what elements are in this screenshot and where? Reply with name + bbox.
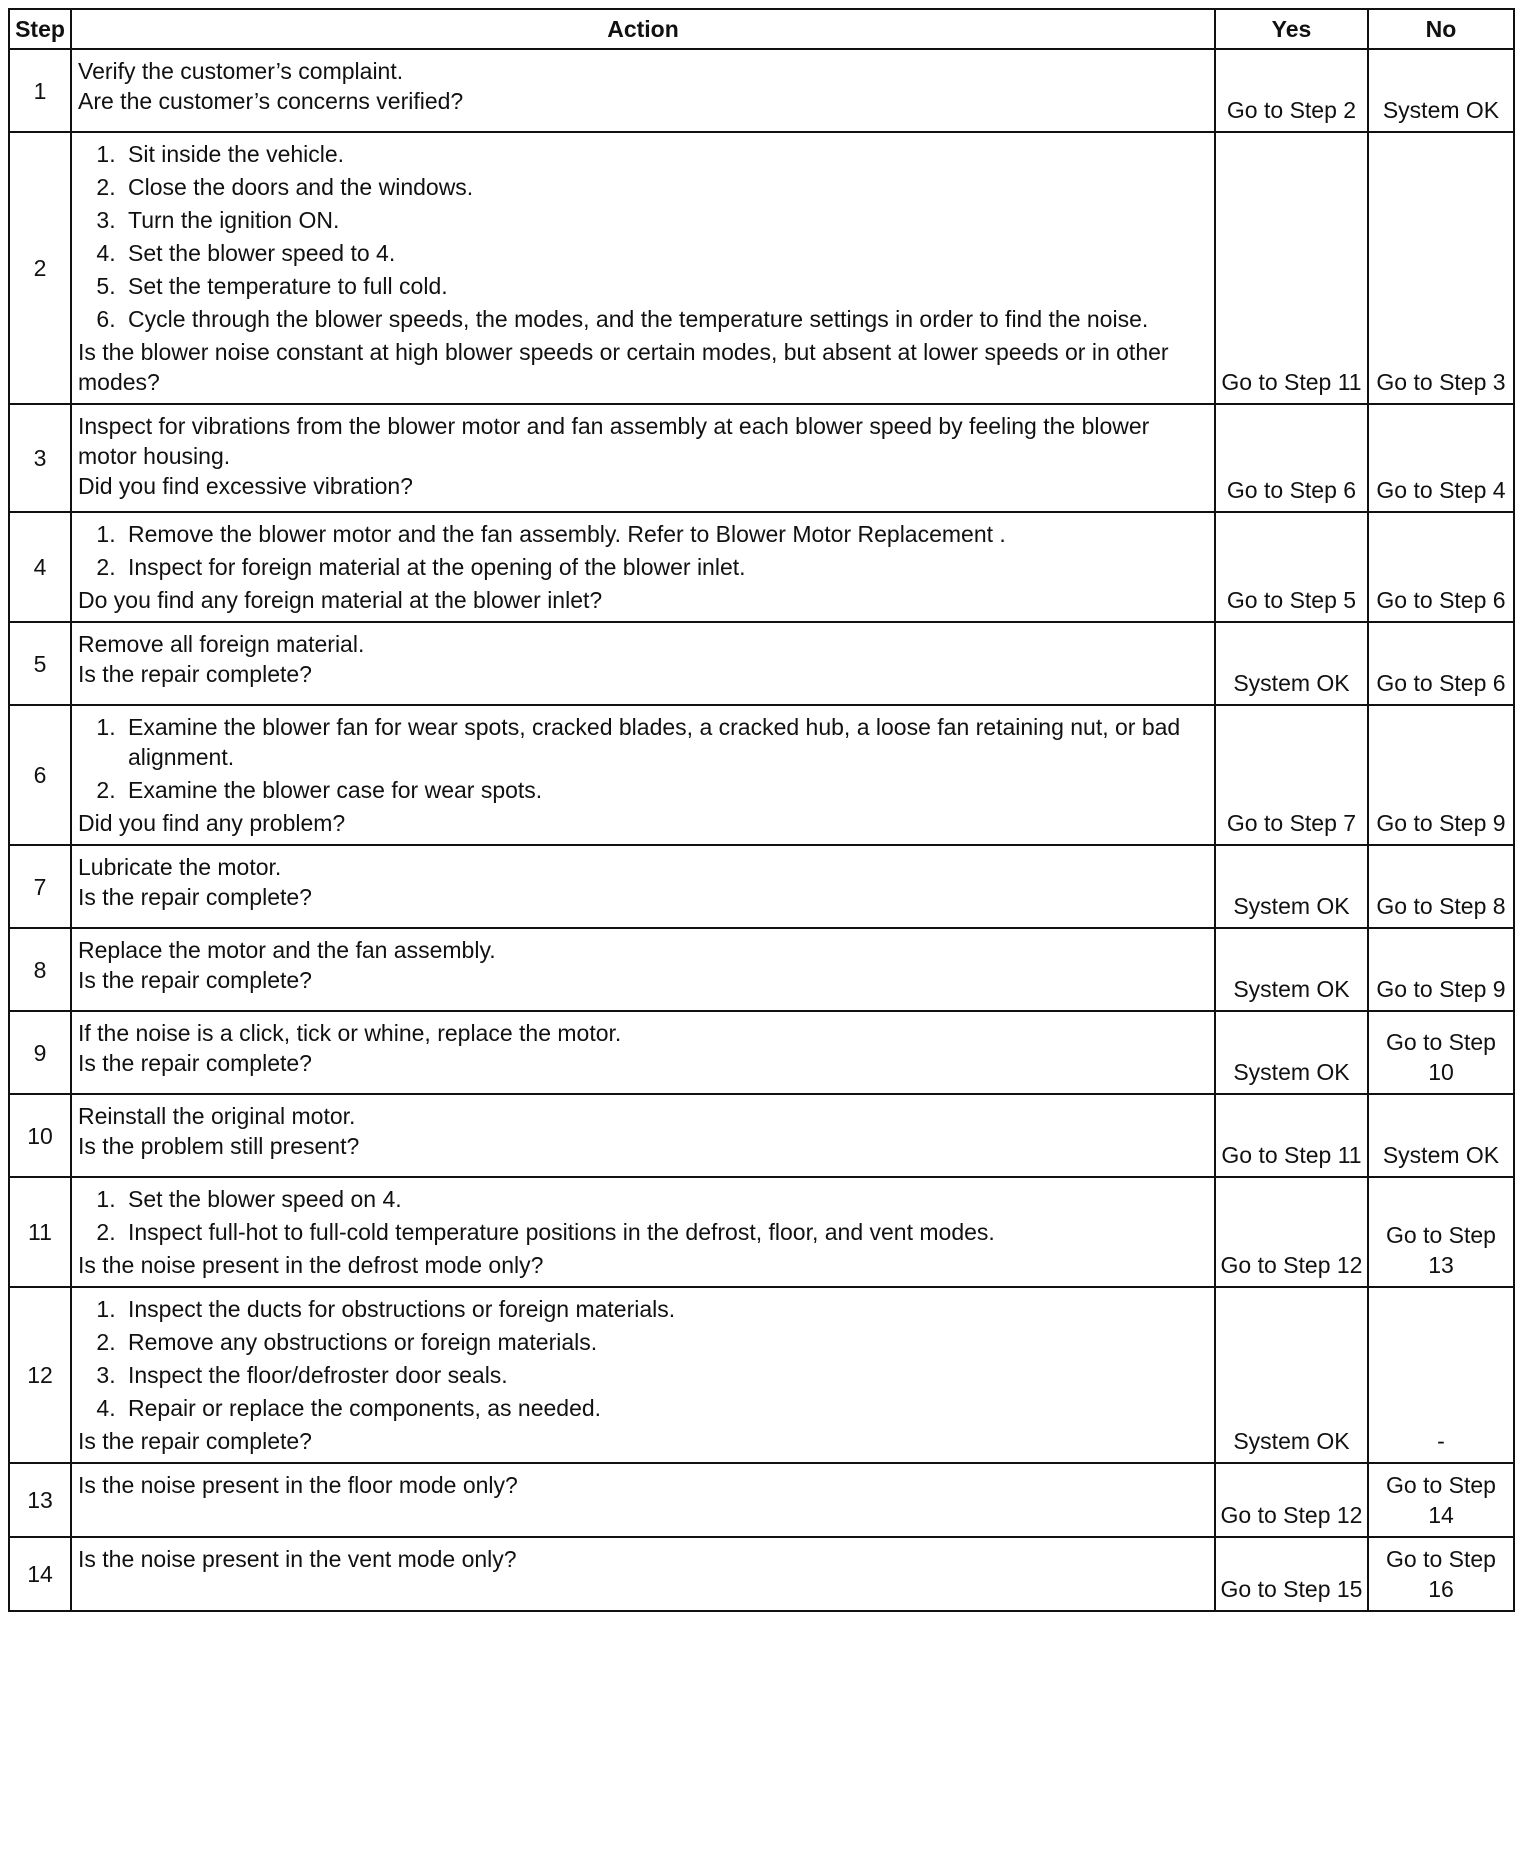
table-row — [9, 404, 1514, 512]
no-result: Go to Step 14 — [1368, 1463, 1514, 1537]
instruction-item: 5. Set the temperature to full cold. — [122, 271, 1208, 301]
action-cell — [71, 1287, 1215, 1463]
step-number: 5 — [9, 622, 71, 705]
instruction-list — [78, 712, 1208, 805]
instruction-item: 1. Inspect the ducts for obstructions or foreign materials. — [122, 1294, 1208, 1324]
action-cell — [71, 1463, 1215, 1537]
question-text: Is the noise present in the defrost mode only? — [78, 1252, 544, 1278]
no-result: Go to Step 9 — [1368, 928, 1514, 1011]
step-number: 2 — [9, 132, 71, 404]
instruction-item: 1. Set the blower speed on 4. — [122, 1184, 1208, 1214]
action-cell — [71, 1537, 1215, 1611]
table-row — [9, 1537, 1514, 1611]
header-step: Step — [9, 9, 71, 49]
yes-result: Go to Step 11 — [1215, 1094, 1368, 1177]
action-cell — [71, 512, 1215, 622]
no-result: - — [1368, 1287, 1514, 1463]
question-text: Is the problem still present? — [78, 1133, 360, 1159]
yes-result: Go to Step 5 — [1215, 512, 1368, 622]
instruction-text: Reinstall the original motor. — [78, 1103, 356, 1129]
question-text: Do you find any foreign material at the blower inlet? — [78, 587, 603, 613]
action-cell — [71, 49, 1215, 132]
instruction-item: 2. Inspect full-hot to full-cold temperature positions in the defrost, floor, and vent modes. — [122, 1217, 1208, 1247]
yes-result: System OK — [1215, 1011, 1368, 1094]
step-number: 12 — [9, 1287, 71, 1463]
step-number: 9 — [9, 1011, 71, 1094]
yes-result: Go to Step 7 — [1215, 705, 1368, 845]
step-number: 1 — [9, 49, 71, 132]
table-row — [9, 928, 1514, 1011]
step-number: 14 — [9, 1537, 71, 1611]
question-text: Is the blower noise constant at high blower speeds or certain modes, but absent at lower speeds or in other modes? — [78, 339, 1169, 395]
no-result: System OK — [1368, 49, 1514, 132]
header-yes: Yes — [1215, 9, 1368, 49]
instruction-item: 1. Sit inside the vehicle. — [122, 139, 1208, 169]
instruction-item: 6. Cycle through the blower speeds, the modes, and the temperature settings in order to find the noise. — [122, 304, 1208, 334]
question-text: Is the repair complete? — [78, 884, 312, 910]
instruction-item: 3. Turn the ignition ON. — [122, 205, 1208, 235]
action-cell — [71, 1011, 1215, 1094]
step-number: 4 — [9, 512, 71, 622]
yes-result: Go to Step 15 — [1215, 1537, 1368, 1611]
instruction-item: 2. Inspect for foreign material at the opening of the blower inlet. — [122, 552, 1208, 582]
action-cell — [71, 1177, 1215, 1287]
instruction-item: 1. Remove the blower motor and the fan assembly. Refer to Blower Motor Replacement . — [122, 519, 1208, 549]
instruction-list — [78, 1184, 1208, 1247]
yes-result: System OK — [1215, 845, 1368, 928]
table-row — [9, 705, 1514, 845]
no-result: Go to Step 6 — [1368, 622, 1514, 705]
table-row — [9, 622, 1514, 705]
table-row — [9, 1463, 1514, 1537]
instruction-list — [78, 139, 1208, 334]
no-result: Go to Step 8 — [1368, 845, 1514, 928]
instruction-item: 2. Close the doors and the windows. — [122, 172, 1208, 202]
action-cell — [71, 132, 1215, 404]
question-text: Is the repair complete? — [78, 1050, 312, 1076]
question-text: Is the repair complete? — [78, 661, 312, 687]
instruction-text: Remove all foreign material. — [78, 631, 365, 657]
no-result: Go to Step 13 — [1368, 1177, 1514, 1287]
no-result: Go to Step 10 — [1368, 1011, 1514, 1094]
instruction-item: 4. Repair or replace the components, as needed. — [122, 1393, 1208, 1423]
table-row — [9, 845, 1514, 928]
yes-result: Go to Step 11 — [1215, 132, 1368, 404]
header-row — [9, 9, 1514, 49]
yes-result: System OK — [1215, 1287, 1368, 1463]
no-result: Go to Step 6 — [1368, 512, 1514, 622]
question-text: Is the noise present in the vent mode only? — [78, 1546, 517, 1572]
table-body — [9, 49, 1514, 1611]
instruction-text: If the noise is a click, tick or whine, replace the motor. — [78, 1020, 622, 1046]
instruction-text: Verify the customer’s complaint. — [78, 58, 404, 84]
table-row — [9, 1177, 1514, 1287]
action-cell — [71, 928, 1215, 1011]
action-cell — [71, 845, 1215, 928]
question-text: Are the customer’s concerns verified? — [78, 88, 464, 114]
yes-result: Go to Step 2 — [1215, 49, 1368, 132]
instruction-item: 3. Inspect the floor/defroster door seals. — [122, 1360, 1208, 1390]
step-number: 8 — [9, 928, 71, 1011]
instruction-list — [78, 1294, 1208, 1423]
action-cell — [71, 404, 1215, 512]
instruction-item: 2. Examine the blower case for wear spots. — [122, 775, 1208, 805]
step-number: 7 — [9, 845, 71, 928]
yes-result: Go to Step 6 — [1215, 404, 1368, 512]
yes-result: System OK — [1215, 928, 1368, 1011]
step-number: 3 — [9, 404, 71, 512]
action-cell — [71, 705, 1215, 845]
question-text: Is the repair complete? — [78, 1428, 312, 1454]
question-text: Is the noise present in the floor mode only? — [78, 1472, 518, 1498]
table-row — [9, 1094, 1514, 1177]
no-result: Go to Step 3 — [1368, 132, 1514, 404]
instruction-item: 2. Remove any obstructions or foreign materials. — [122, 1327, 1208, 1357]
instruction-text: Lubricate the motor. — [78, 854, 282, 880]
instruction-text: Inspect for vibrations from the blower motor and fan assembly at each blower speed by feeling the blower motor housing. — [78, 413, 1150, 469]
table-row — [9, 49, 1514, 132]
yes-result: Go to Step 12 — [1215, 1463, 1368, 1537]
header-action: Action — [71, 9, 1215, 49]
table-row — [9, 1287, 1514, 1463]
question-text: Did you find excessive vibration? — [78, 473, 413, 499]
no-result: Go to Step 16 — [1368, 1537, 1514, 1611]
table-row — [9, 132, 1514, 404]
no-result: System OK — [1368, 1094, 1514, 1177]
diagnostic-table — [8, 8, 1515, 1612]
action-cell — [71, 1094, 1215, 1177]
step-number: 11 — [9, 1177, 71, 1287]
step-number: 10 — [9, 1094, 71, 1177]
yes-result: Go to Step 12 — [1215, 1177, 1368, 1287]
header-no: No — [1368, 9, 1514, 49]
yes-result: System OK — [1215, 622, 1368, 705]
no-result: Go to Step 9 — [1368, 705, 1514, 845]
action-cell — [71, 622, 1215, 705]
no-result: Go to Step 4 — [1368, 404, 1514, 512]
step-number: 13 — [9, 1463, 71, 1537]
question-text: Did you find any problem? — [78, 810, 346, 836]
table-row — [9, 1011, 1514, 1094]
instruction-text: Replace the motor and the fan assembly. — [78, 937, 496, 963]
question-text: Is the repair complete? — [78, 967, 312, 993]
instruction-item: 4. Set the blower speed to 4. — [122, 238, 1208, 268]
step-number: 6 — [9, 705, 71, 845]
instruction-item: 1. Examine the blower fan for wear spots, cracked blades, a cracked hub, a loose fan retaining nut, or bad alignment. — [122, 712, 1208, 772]
instruction-list — [78, 519, 1208, 582]
table-row — [9, 512, 1514, 622]
